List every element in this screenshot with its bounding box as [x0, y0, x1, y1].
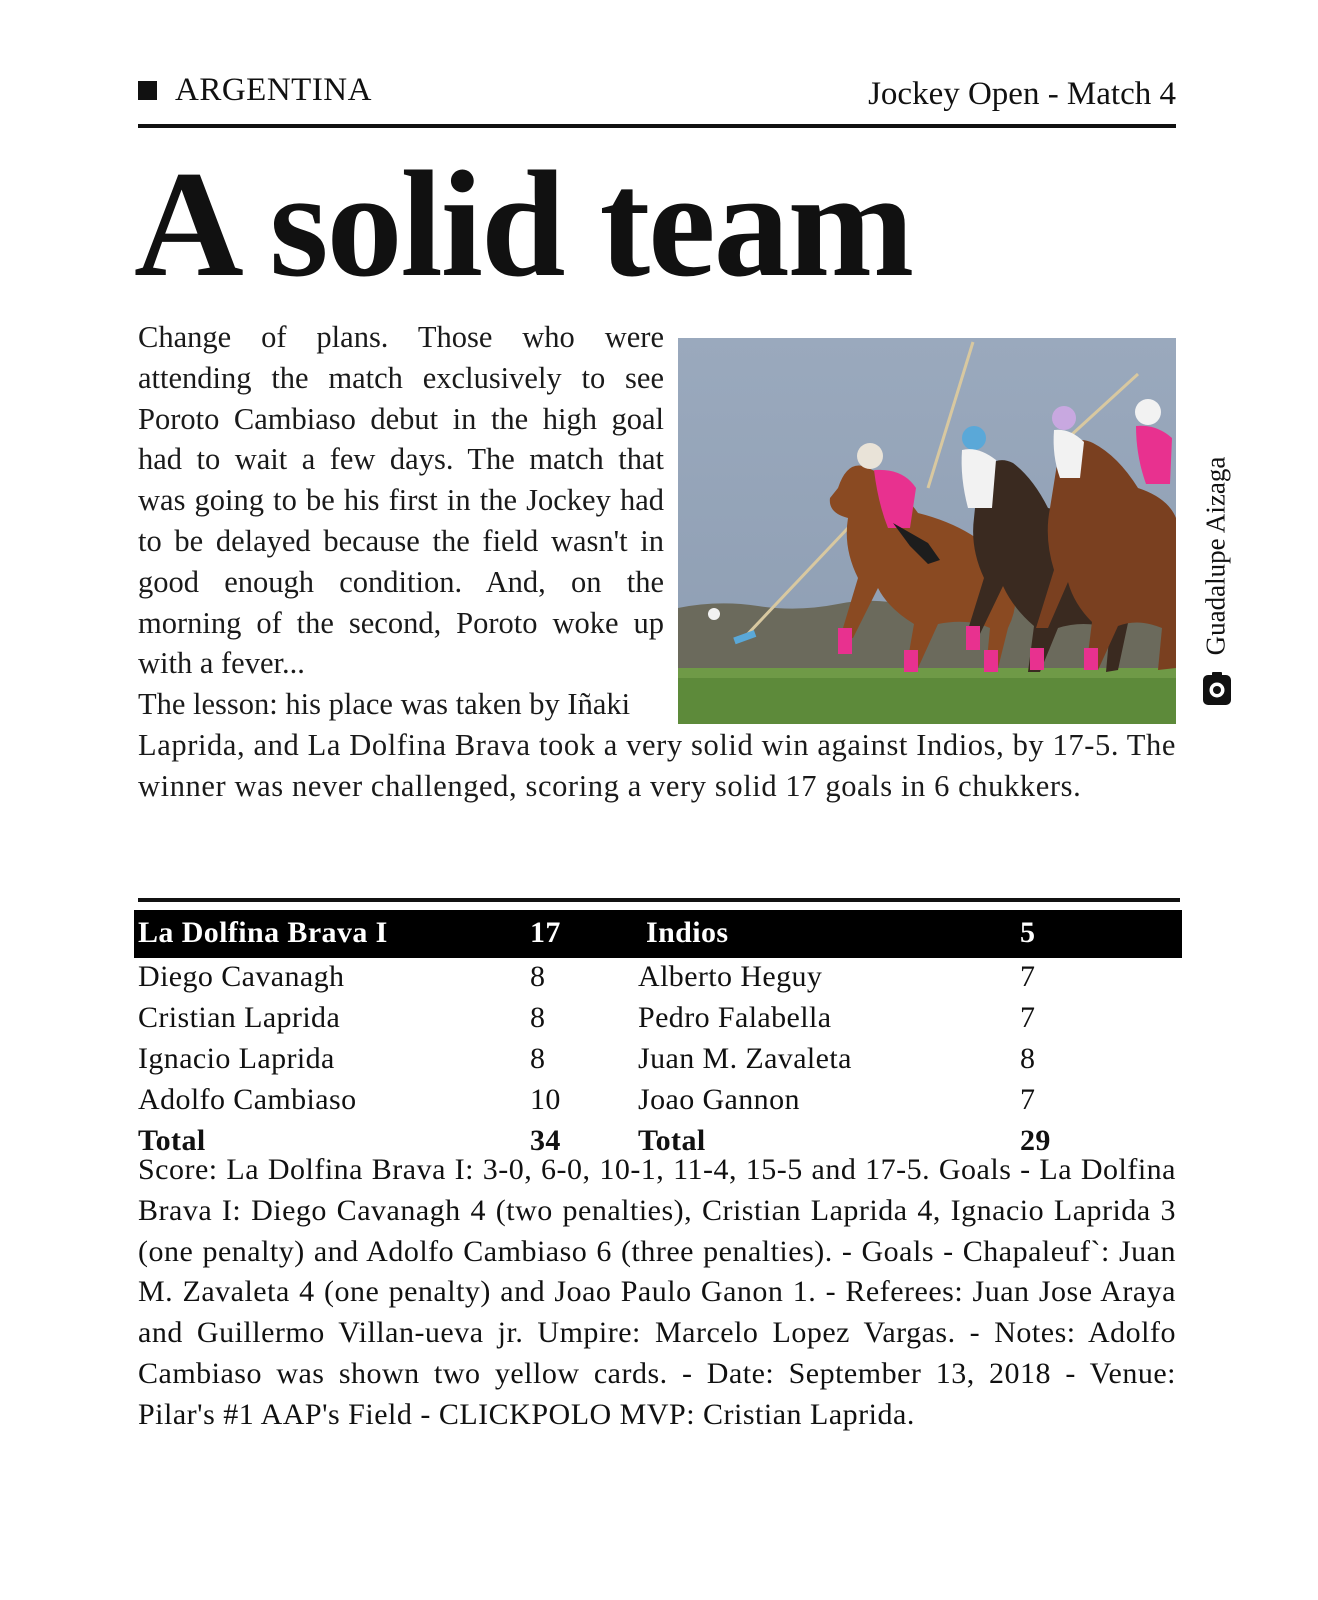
- table-header-row: [134, 910, 1182, 958]
- player-name: Ignacio Laprida: [138, 1042, 335, 1075]
- team-b-name: Indios: [646, 916, 729, 949]
- player-name: Juan M. Zavaleta: [638, 1042, 852, 1075]
- player-name: Adolfo Cambiaso: [138, 1083, 357, 1116]
- player-handicap: 10: [530, 1083, 561, 1116]
- lesson-start: The lesson: his place was taken by Iñaki: [138, 687, 631, 722]
- team-a-name: La Dolfina Brava I: [138, 916, 388, 949]
- lead-column: [138, 317, 664, 725]
- photo-credit: Guadalupe Aizaga: [1200, 456, 1231, 656]
- polo-photo-illustration: [678, 338, 1176, 724]
- table-row: [134, 1081, 1182, 1122]
- team-a-score: 17: [530, 916, 561, 949]
- player-name: Joao Gannon: [638, 1083, 800, 1116]
- details-paragraph: Score: La Dolfina Brava I: 3-0, 6-0, 10-1, 11-4, 15-5 and 17-5. Goals - La Dolfina Brava I: Diego Cavanagh 4 (two penalties), Cristian Laprida 4, Ignacio Laprida 3 (one penalty) and Adolfo Cambiaso 6 (three penalties). - Goals - Chapaleuf`: Juan M. Zavaleta 4 (one penalty) and Joao Paulo Ganon 1. - Referees: Juan Jose Araya and Guillermo Villan-ueva jr. Umpire: Marcelo Lopez Vargas. - Notes: Adolfo Cambiaso was shown two yellow cards. - Date: September 13, 2018 - Venue: Pilar's #1 AAP's Field - CLICKPOLO MVP: Cristian Laprida.: [138, 1153, 1176, 1431]
- lesson-rest: Laprida, and La Dolfina Brava took a very solid win against Indios, by 17-5. The winner was never challenged, scoring a very solid 17 goals in 6 chukkers.: [138, 728, 1176, 803]
- player-name: Cristian Laprida: [138, 1001, 341, 1034]
- player-handicap: 7: [1020, 960, 1036, 993]
- table-row: [134, 1040, 1182, 1081]
- camera-icon: [1202, 672, 1232, 706]
- team-b-score: 5: [1020, 916, 1036, 949]
- score-table: [134, 910, 1182, 1163]
- headline: A solid team: [134, 140, 913, 308]
- player-handicap: 8: [530, 1001, 546, 1034]
- table-row: [134, 999, 1182, 1040]
- player-name: Alberto Heguy: [638, 960, 823, 993]
- match-details: [138, 1150, 1176, 1436]
- player-handicap: 7: [1020, 1001, 1036, 1034]
- player-handicap: 8: [530, 960, 546, 993]
- section-tag: [138, 72, 372, 109]
- table-row: [134, 958, 1182, 999]
- player-handicap: 8: [530, 1042, 546, 1075]
- lead-continuation: [138, 725, 1176, 807]
- square-bullet-icon: [138, 81, 157, 100]
- polo-photo: [678, 338, 1176, 724]
- total-label: Total: [138, 1124, 206, 1157]
- header-divider: [138, 124, 1176, 128]
- team-a-total: 34: [530, 1124, 561, 1157]
- player-name: Pedro Falabella: [638, 1001, 832, 1034]
- match-label: Jockey Open - Match 4: [868, 76, 1176, 112]
- total-label: Total: [638, 1124, 706, 1157]
- player-handicap: 8: [1020, 1042, 1036, 1075]
- team-b-total: 29: [1020, 1124, 1051, 1157]
- section-label: ARGENTINA: [175, 72, 372, 108]
- player-handicap: 7: [1020, 1083, 1036, 1116]
- table-divider: [138, 898, 1180, 902]
- lead-paragraph: Change of plans. Those who were attending the match exclusively to see Poroto Cambiaso debut in the high goal had to wait a few days. The match that was going to be his first in the Jockey had to be delayed because the field wasn't in good enough condition. And, on the morning of the second, Poroto woke up with a fever...: [138, 320, 664, 681]
- player-name: Diego Cavanagh: [138, 960, 345, 993]
